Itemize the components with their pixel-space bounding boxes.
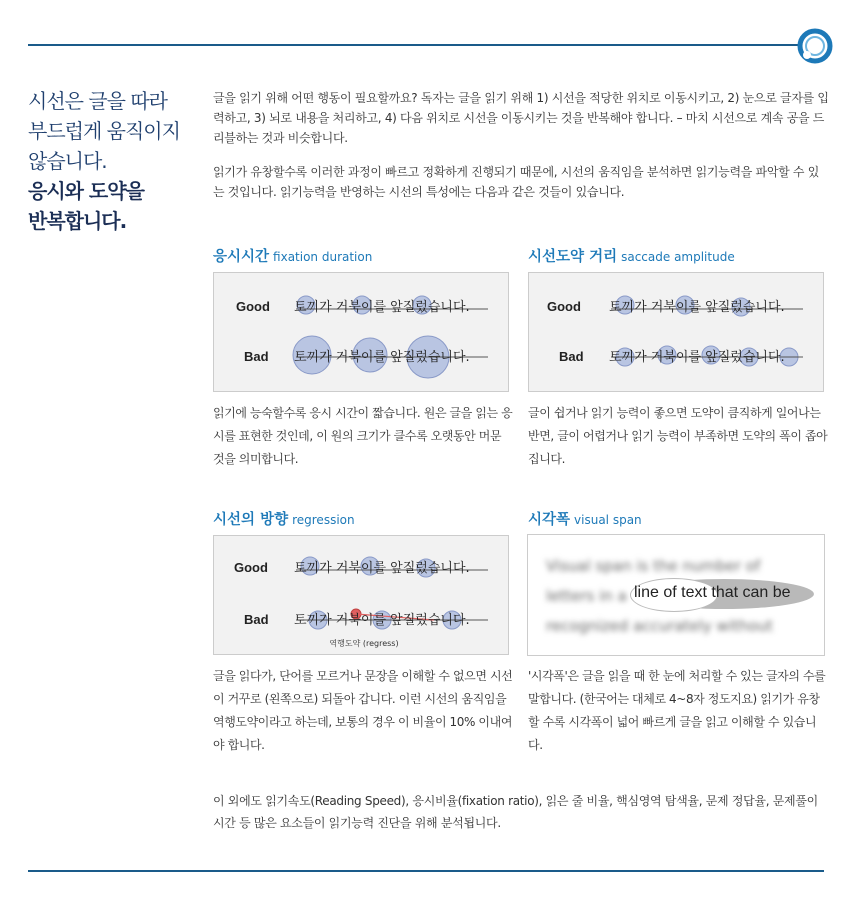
saccade-good-sentence: 토끼가 거북이를 앞질렀습니다. [609,300,785,315]
regression-caption: 역행도약 (regress) [329,639,399,648]
saccade-title [528,245,735,266]
fixation-title-en: fixation duration [273,250,373,264]
fixation-description: 읽기에 능숙할수록 응시 시간이 짧습니다. 원은 글을 읽는 응시를 표현한 것인데, 이 원의 크기가 클수록 오랫동안 머문 것을 의미합니다. [213,406,513,466]
saccade-bad-label: Bad [559,349,584,364]
footer-paragraph: 이 외에도 읽기속도(Reading Speed), 응시비율(fixation ratio), 읽은 줄 비율, 핵심영역 탐색율, 문제 정답율, 문제풀이 시간 등 많은 요소들이 읽기능력 진단을 위해 분석됩니다. [213,794,818,830]
fixation-title [213,245,372,266]
fixation-good-label: Good [236,299,270,314]
fixation-bad-label: Bad [244,349,269,364]
visual-span-title-ko: 시각폭 [528,512,571,528]
regression-title-en: regression [292,513,355,527]
visual-span-blur-line-3: recognized accurately without [546,617,773,635]
fixation-diagram [213,272,509,392]
regression-bad-sentence: 토끼가 거북이를 앞질렀습니다. [294,613,470,628]
fixation-bad-sentence: 토끼가 거북이를 앞질렀습니다. [294,350,470,365]
saccade-bad-sentence: 토끼가 거북이를 앞질렀습니다. [609,350,785,365]
regression-title-ko: 시선의 방향 [213,512,289,528]
headline-line-3: 않습니다. [28,149,107,173]
visual-span-rest: that can be [706,584,791,601]
top-rule [28,44,800,46]
saccade-title-en: saccade amplitude [621,250,735,264]
fixation-good-sentence: 토끼가 거북이를 앞질렀습니다. [294,300,470,315]
saccade-good-label: Good [547,299,581,314]
fixation-title-ko: 응시시간 [213,249,270,265]
visual-span-title [528,508,642,529]
headline-line-2: 부드럽게 움직이지 [28,119,180,143]
headline-line-4: 응시와 도약을 [28,179,144,203]
headline-line-5: 반복합니다. [28,209,127,233]
visual-span-highlight: line of text [634,584,707,601]
visual-span-title-en: visual span [574,513,642,527]
saccade-title-ko: 시선도약 거리 [528,249,618,265]
saccade-description: 글이 쉽거나 읽기 능력이 좋으면 도약이 큼직하게 일어나는 반면, 글이 어렵거나 읽기 능력이 부족하면 도약의 폭이 좁아집니다. [528,406,828,466]
regression-good-sentence: 토끼가 거북이를 앞질렀습니다. [294,561,470,576]
regression-bad-label: Bad [244,612,269,627]
regression-diagram [213,535,509,655]
regression-title [213,508,355,529]
visual-span-diagram [527,534,825,656]
regression-description: 글을 읽다가, 단어를 모르거나 문장을 이해할 수 없으면 시선이 거꾸로 (왼쪽으로) 되돌아 갑니다. 이런 시선의 움직임을 역행도약이라고 하는데, 보통의 경우 이 비율이 10% 이내여야 합니다. [213,669,513,752]
intro-paragraph-1: 글을 읽기 위해 어떤 행동이 필요할까요? 독자는 글을 읽기 위해 1) 시선을 적당한 위치로 이동시키고, 2) 눈으로 글자를 입력하고, 3) 뇌로 내용을 처리하고, 4) 다음 위치로 시선을 이동시키는 것을 반복해야 합니다. – 마치 시선으로 계속 공을 드리블하는 것과 비슷합니다. [213,91,829,145]
visual-span-blur-line-2: letters in a [546,587,627,605]
visual-span-description: '시각폭'은 글을 읽을 때 한 눈에 처리할 수 있는 글자의 수를 말합니다. (한국어는 대체로 4~8자 정도지요) 읽기가 유창할 수록 시각폭이 넓어 빠르게 글을 읽고 이해할 수 있습니다. [528,669,826,752]
saccade-diagram [528,272,824,392]
visual-span-blur-line-1: Visual span is the number of [546,557,761,575]
brand-logo-icon [797,28,833,64]
headline [28,86,198,236]
intro-paragraph-2: 읽기가 유창할수록 이러한 과정이 빠르고 정확하게 진행되기 때문에, 시선의 움직임을 분석하면 읽기능력을 파악할 수 있는 것입니다. 읽기능력을 반영하는 시선의 특성에는 다음과 같은 것들이 있습니다. [213,165,820,199]
headline-line-1: 시선은 글을 따라 [28,89,167,113]
regression-good-label: Good [234,560,268,575]
bottom-rule [28,870,824,872]
visual-span-lens-text [634,584,791,602]
